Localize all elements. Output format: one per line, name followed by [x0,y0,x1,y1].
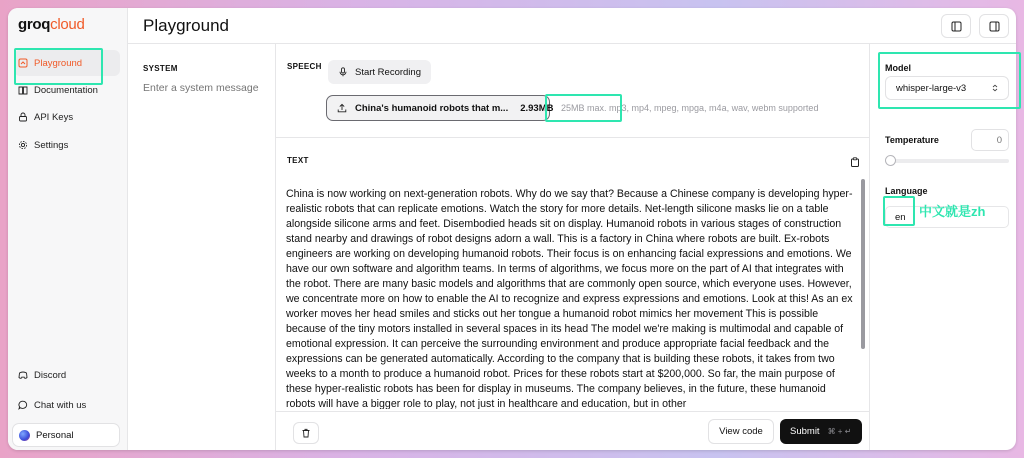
model-value: whisper-large-v3 [896,82,967,94]
language-label: Language [885,186,928,196]
toggle-right-panel-button[interactable] [979,14,1009,38]
uploaded-file[interactable] [326,95,554,121]
main-panel [276,44,869,450]
temperature-input[interactable]: 0 [971,129,1009,151]
sidebar-left-icon [951,21,962,32]
chevron-up-down-icon [991,84,999,92]
sidebar-item-label: Settings [34,139,69,151]
sidebar-item-discord[interactable] [14,362,120,388]
sidebar-item-label: Playground [34,57,83,69]
sidebar-item-label: Chat with us [34,399,87,411]
groqcloud-logo[interactable] [18,16,85,33]
lock-icon [18,112,28,122]
chat-bubble-icon [18,400,28,410]
book-icon [18,85,28,95]
account-switcher[interactable] [12,423,120,447]
sidebar-item-chat[interactable] [14,392,120,418]
temperature-label: Temperature [885,135,939,145]
gear-icon [18,140,28,150]
sidebar [8,8,128,450]
clipboard-icon[interactable] [850,157,860,167]
sidebar-item-settings[interactable] [14,132,120,158]
annotation-note: 中文就是zh [919,204,986,219]
header [128,8,1016,44]
submit-shortcut: ⌘ + ↵ [827,427,852,436]
speech-section [276,44,869,138]
speech-label: SPEECH [287,62,322,71]
text-section [276,139,869,409]
sidebar-item-api-keys[interactable] [14,104,120,130]
system-message-input[interactable] [143,82,268,94]
scrollbar-thumb[interactable] [861,179,865,349]
transcript-text[interactable]: China is now working on next-generation robots. Why do we say that? Because a Chinese company is developing hyper-realistic robots that can replicate emotions. Watch the story for more details. Net-length silicone masks lie on a table alongside silicone arms and feet. Disembodied heads sit on display. Humanoid robots in various stages of construction stand nearby and drawings of robot designs adorn a wall. This is a factory in China where robots are built. Ex-robots engineers are working on developing humanoid robots. Their focus is on enhancing facial expressions and emotions. We have our own software and algorithm teams. In terms of algorithms, we focus more on the part of AI that integrates with the robot. There are many basic models and algorithms that are commonly open source, which everyone uses. However, we concentrate more on how to enable the AI to recognize and express expressions and emotions. Look at this! As an ex worker moves her head smiles and sticks out her tongue a humanoid robot mimics her movement This is possible because of the tiny motors installed in several spaces in its head The model we're making is multimodal and capable of emotional expression. It can perceive the surrounding environment and produce appropriate facial feedback and the expressions can be generated automatically. According to the company that is building these robots, it takes from two weeks to a month to produce a humanoid robot. Prices for these robots start at $200,000. So far, the main purpose of these hyper-realistic robots has been for display in museums. The company believes, in the future, these humanoid robots will have a bigger role to play, not just in healthcare and education, but in other [286,188,853,409]
toggle-left-panel-button[interactable] [941,14,971,38]
logo-suffix: cloud [50,16,85,33]
sidebar-right-icon [989,21,1000,32]
microphone-icon [338,67,348,77]
playground-icon [18,58,28,68]
file-name: China's humanoid robots that m... [355,102,509,114]
text-label: TEXT [287,156,309,165]
sidebar-item-label: API Keys [34,111,74,123]
sidebar-item-documentation[interactable] [14,77,120,103]
system-label: SYSTEM [143,64,178,73]
temperature-slider[interactable] [885,159,1009,163]
start-recording-label: Start Recording [354,66,421,78]
account-label: Personal [36,429,74,441]
submit-label: Submit [790,426,820,437]
sidebar-item-label: Discord [34,369,67,381]
model-label: Model [885,63,911,73]
language-input[interactable]: en [885,206,1009,228]
settings-panel [869,44,1016,450]
start-recording-button[interactable] [328,60,431,84]
sidebar-item-label: Documentation [34,84,98,96]
logo-brand: groq [18,16,51,33]
model-select[interactable] [885,76,1009,100]
file-size-hint: 25MB max. mp3, mp4, mpeg, mpga, m4a, wav, webm supported [561,103,819,113]
clear-button[interactable] [293,422,319,444]
discord-icon [18,370,28,380]
sidebar-item-playground[interactable] [14,50,120,76]
view-code-button[interactable]: View code [708,419,774,444]
file-size: 2.93MB [520,102,554,114]
action-footer [276,411,869,450]
system-panel [128,44,276,450]
upload-icon [337,103,347,113]
transcript-scrollbar[interactable] [861,179,865,407]
app-window [8,8,1016,450]
temperature-slider-handle[interactable] [885,155,896,166]
page-title: Playground [143,16,230,35]
avatar [19,430,30,441]
trash-icon [301,428,311,438]
submit-button[interactable] [780,419,862,444]
